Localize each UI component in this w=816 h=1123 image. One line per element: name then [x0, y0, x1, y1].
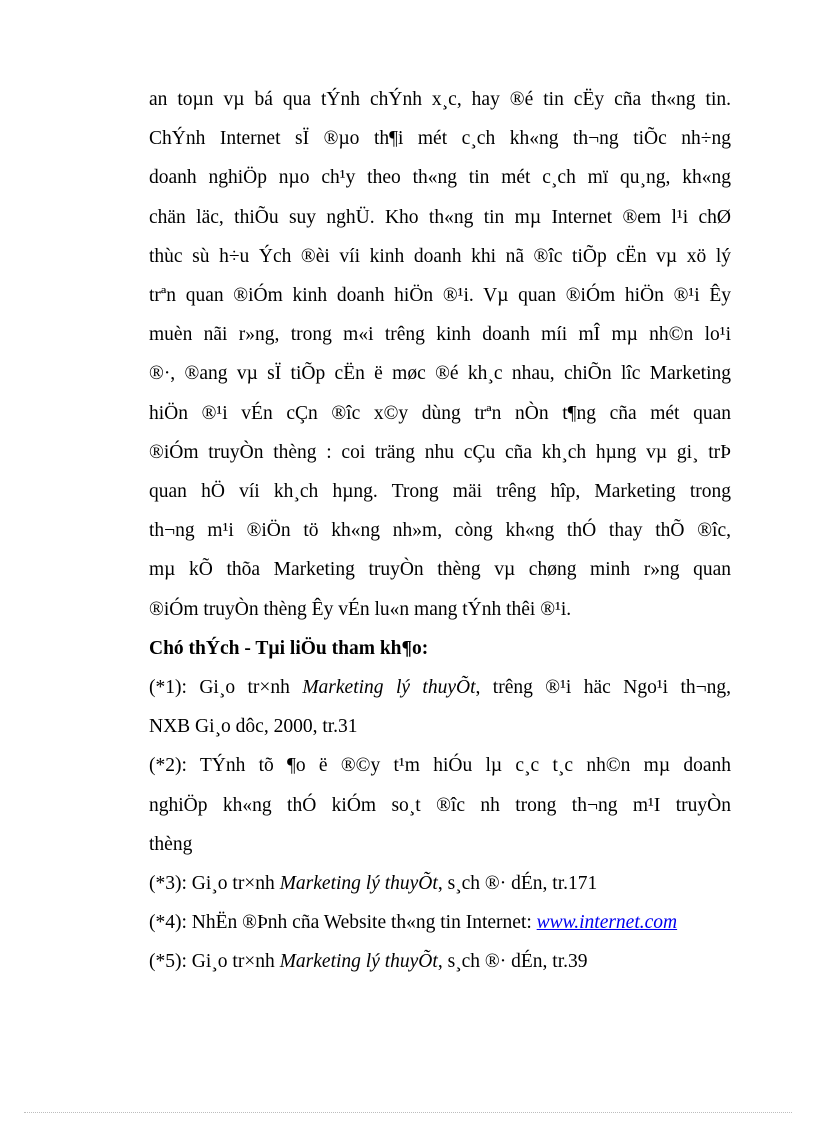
footnote-text: , s¸ch ®· dÉn, tr.39: [437, 951, 588, 973]
footnote-text: Gi¸o tr×nh: [191, 951, 280, 973]
book-title: Marketing lý thuyÕt: [279, 873, 438, 895]
paragraph-line: th¬ng m¹i ®iÖn tö kh«ng nh»m, còng kh«ng thÓ thay thÕ ®îc,: [149, 520, 731, 542]
paragraph-line: mµ kÕ thõa Marketing truyÒn thèng vµ chøng minh r»ng quan: [149, 559, 731, 581]
footnote-1: [149, 668, 731, 707]
footnote-text: Gi¸o tr×nh: [199, 677, 303, 699]
footnote-2-continued: thèng: [149, 833, 193, 855]
paragraph-line: muèn nãi r»ng, trong m«i trêng kinh doanh míi mÎ mµ nh©n lo¹i: [149, 324, 731, 346]
paragraph-line: trªn quan ®iÓm kinh doanh hiÖn ®¹i. Vµ quan ®iÓm hiÖn ®¹i Êy: [149, 285, 731, 307]
internet-link[interactable]: www.internet.com: [536, 912, 678, 934]
paragraph-line: doanh nghiÖp nµo ch¹y theo th«ng tin mét c¸ch mï qu¸ng, kh«ng: [149, 167, 731, 189]
paragraph-line: hiÖn ®¹i vÉn cÇn ®îc x©y dùng trªn nÒn t¶ng cña mét quan: [149, 402, 731, 424]
paragraph-line: quan hÖ víi kh¸ch hµng. Trong mäi trêng hîp, Marketing trong: [149, 481, 731, 503]
notes-heading: Chó thÝch - Tµi liÖu tham kh¶o:: [149, 637, 429, 659]
footnote-2-continued: nghiÖp kh«ng thÓ kiÓm so¸t ®îc nh trong th¬ng m¹I truyÒn: [149, 794, 731, 816]
footnote-text: , s¸ch ®· dÉn, tr.171: [437, 873, 598, 895]
paragraph-line: ChÝnh Internet sÏ ®µo th¶i mét c¸ch kh«ng th¬ng tiÕc nh÷ng: [149, 128, 731, 150]
paragraph-line: ®iÓm truyÒn thèng : coi träng nhu cÇu cña kh¸ch hµng vµ gi¸ trÞ: [149, 441, 731, 463]
page-bottom-border: [24, 1112, 792, 1113]
footnote-3: [149, 864, 731, 903]
footnote-4: [149, 903, 731, 942]
paragraph-line: ®iÓm truyÒn thèng Êy vÉn lu«n mang tÝnh thêi ®¹i.: [149, 598, 572, 620]
paragraph-line: an toµn vµ bá qua tÝnh chÝnh x¸c, hay ®é tin cËy cña th«ng tin.: [149, 89, 731, 110]
footnote-list: [149, 668, 731, 982]
footnote-marker: (*5):: [149, 951, 192, 973]
book-title: Marketing lý thuyÕt: [302, 677, 476, 699]
footnote-text: (*4): NhËn ®Þnh cña Website th«ng tin Internet:: [149, 912, 537, 934]
paragraph-line: ®·, ®ang vµ sÏ tiÕp cËn ë møc ®é kh¸c nhau, chiÕn lîc Marketing: [149, 363, 731, 385]
paragraph-line: thùc sù h÷u Ých ®èi víi kinh doanh khi nã ®îc tiÕp cËn vµ xö lý: [149, 245, 731, 267]
footnote-1-continued: NXB Gi¸o dôc, 2000, tr.31: [149, 716, 358, 738]
footnote-5: [149, 942, 731, 981]
page-text: [149, 80, 731, 982]
footnote-marker: (*1):: [149, 677, 200, 699]
footnote-text: Gi¸o tr×nh: [191, 873, 280, 895]
footnote-2: (*2): TÝnh tõ ¶o ë ®©y t¹m hiÓu lµ c¸c t¸c nh©n mµ doanh: [149, 755, 731, 777]
paragraph-line: chän läc, thiÕu suy nghÜ. Kho th«ng tin mµ Internet ®em l¹i chØ: [149, 206, 731, 228]
footnote-marker: (*3):: [149, 873, 192, 895]
book-title: Marketing lý thuyÕt: [279, 951, 438, 973]
footnote-text: , trêng ®¹i häc Ngo¹i th¬ng,: [475, 677, 732, 699]
body-paragraph: [149, 80, 731, 629]
